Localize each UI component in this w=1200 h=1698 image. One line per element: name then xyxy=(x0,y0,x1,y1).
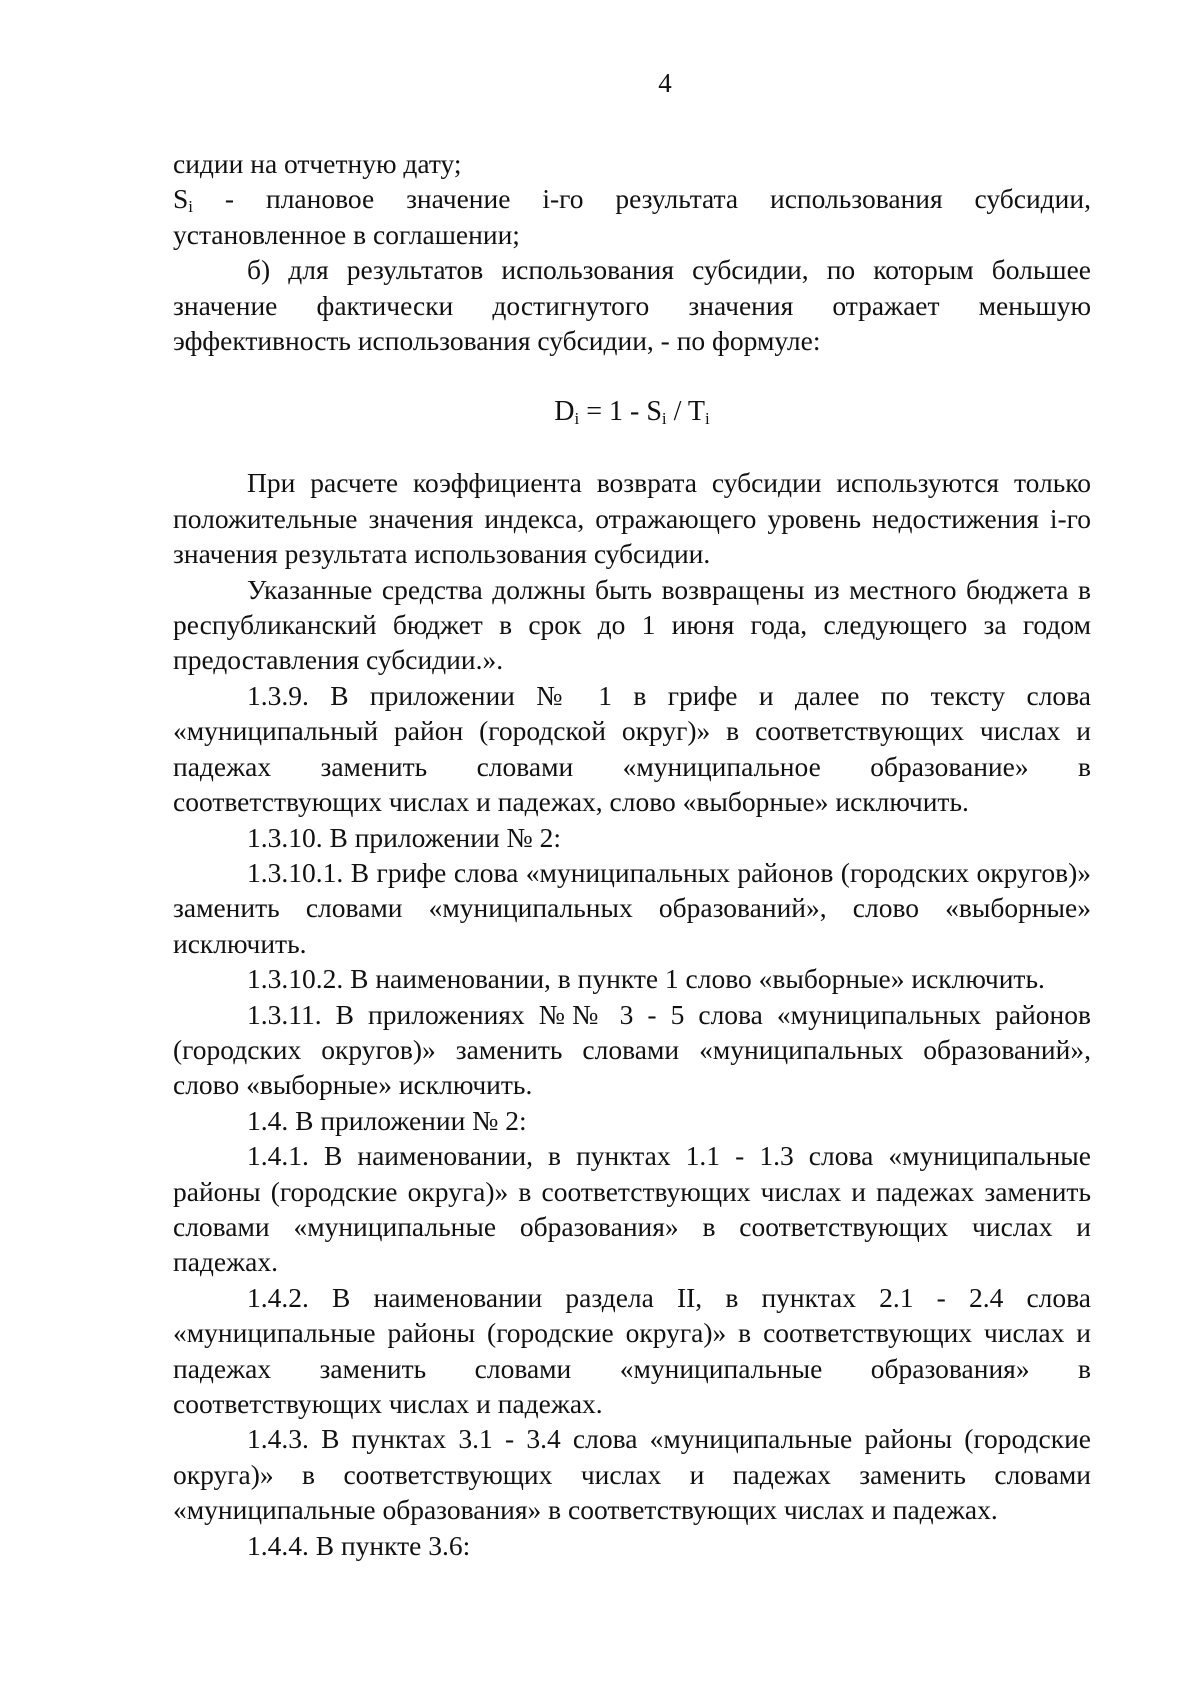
paragraph-1-4-2: 1.4.2. В наименовании раздела II, в пунктах 2.1 - 2.4 слова «муниципальные районы (городские округа)» в соответствующих числах и падежах заменить словами «муниципальные образования» в соответствующих числах и падежах. xyxy=(173,1281,1091,1419)
document-body xyxy=(173,146,1091,1563)
page-number: 4 xyxy=(658,68,672,98)
formula-d-subscript: i xyxy=(574,409,580,429)
symbol-s: S xyxy=(173,183,189,215)
formula-slash: / T xyxy=(666,396,706,428)
symbol-s-subscript: i xyxy=(188,197,194,217)
paragraph-si-definition xyxy=(173,181,1091,252)
paragraph-1-4-3: 1.4.3. В пунктах 3.1 - 3.4 слова «муниципальные районы (городские округа)» в соответствующих числах и падежах заменить словами «муниципальные образования» в соответствующих числах и падежах. xyxy=(173,1423,1091,1526)
si-definition-text: - плановое значение i-го результата использования субсидии, установленное в соглашении; xyxy=(173,183,1091,250)
paragraph-continuation: сидии на отчетную дату; xyxy=(173,148,462,179)
paragraph-1-3-10-1: 1.3.10.1. В грифе слова «муниципальных районов (городских округов)» заменить словами «муниципальных образований», слово «выборные» исключить. xyxy=(173,856,1091,959)
paragraph-1-4-4: 1.4.4. В пункте 3.6: xyxy=(247,1529,471,1561)
paragraph-formula-intro: б) для результатов использования субсидии, по которым большее значение фактически достигнутого значения отражает меньшую эффективность использования субсидии, - по формуле: xyxy=(173,254,1091,357)
formula-s-subscript: i xyxy=(661,409,667,429)
paragraph-1-4-1: 1.4.1. В наименовании, в пунктах 1.1 - 1.3 слова «муниципальные районы (городские округа)» в соответствующих числах и падежах заменить словами «муниципальные образования» в соответствующих числах и падежах. xyxy=(173,1140,1091,1278)
paragraph-1-3-10-2: 1.3.10.2. В наименовании, в пункте 1 слово «выборные» исключить. xyxy=(247,963,1045,995)
paragraph-1-3-11: 1.3.11. В приложениях №№ 3 - 5 слова «муниципальных районов (городских округов)» заменить словами «муниципальных образований», слово «выборные» исключить. xyxy=(173,998,1091,1101)
formula-middle: = 1 - S xyxy=(579,396,662,428)
formula-d: D xyxy=(554,396,575,428)
formula-t-subscript: i xyxy=(705,409,710,429)
formula xyxy=(173,394,1091,429)
paragraph-coefficient: При расчете коэффициента возврата субсидии используются только положительные значения индекса, отражающего уровень недостижения i-го значения результата использования субсидии. xyxy=(173,467,1091,570)
paragraph-return-funds: Указанные средства должны быть возвращены из местного бюджета в республиканский бюджет в срок до 1 июня года, следующего за годом предоставления субсидии.». xyxy=(173,573,1091,676)
paragraph-1-3-9: 1.3.9. В приложении № 1 в грифе и далее по тексту слова «муниципальный район (городской округ)» в соответствующих числах и падежах заменить словами «муниципальное образование» в соответствующих числах и падежах, слово «выборные» исключить. xyxy=(173,679,1091,818)
paragraph-1-4: 1.4. В приложении № 2: xyxy=(247,1104,527,1136)
paragraph-1-3-10: 1.3.10. В приложении № 2: xyxy=(247,821,562,853)
